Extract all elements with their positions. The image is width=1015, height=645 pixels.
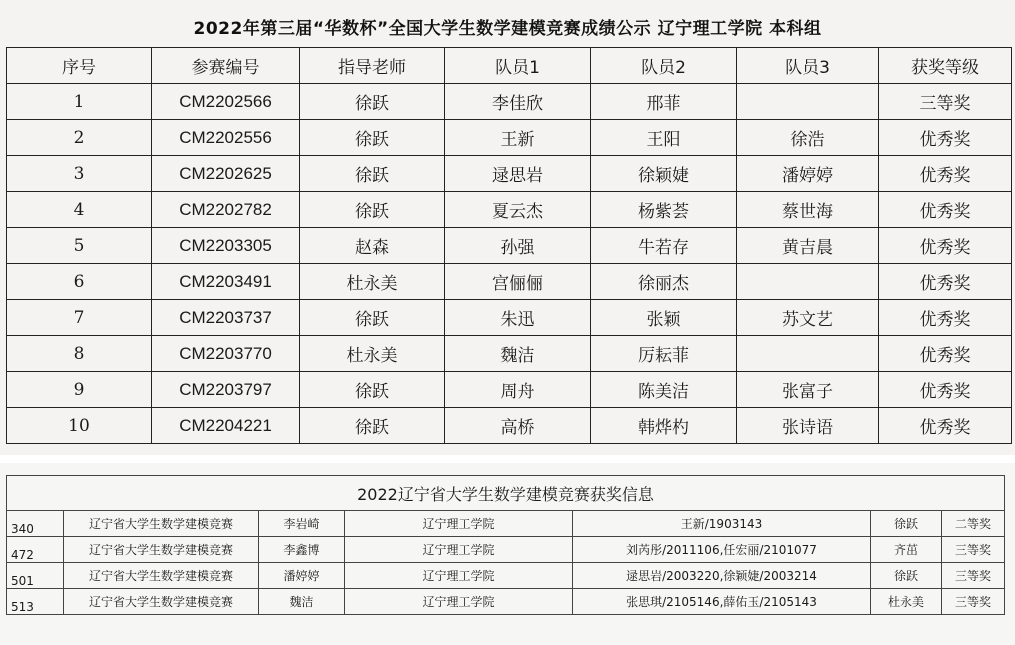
member-2: 张颖 — [591, 300, 737, 336]
page-separator — [0, 455, 1015, 463]
advisor: 徐跃 — [300, 192, 445, 228]
award-level: 三等奖 — [942, 589, 1005, 615]
table-row — [7, 156, 1012, 192]
award-level: 优秀奖 — [879, 192, 1012, 228]
entry-code: CM2202625 — [152, 156, 300, 192]
member-1: 高桥 — [445, 408, 591, 444]
team-members: 王新/1903143 — [573, 511, 871, 537]
record-number: 340 — [7, 511, 64, 537]
advisor: 杜永美 — [300, 336, 445, 372]
row-number: 6 — [7, 264, 152, 300]
table-row — [7, 563, 1005, 589]
table-row — [7, 537, 1005, 563]
award-level: 优秀奖 — [879, 120, 1012, 156]
competition-name: 辽宁省大学生数学建模竞赛 — [64, 511, 259, 537]
captain: 潘婷婷 — [259, 563, 345, 589]
competition-name: 辽宁省大学生数学建模竞赛 — [64, 589, 259, 615]
entry-code: CM2203491 — [152, 264, 300, 300]
award-level: 三等奖 — [942, 563, 1005, 589]
advisor: 杜永美 — [300, 264, 445, 300]
member-1: 王新 — [445, 120, 591, 156]
competition-name: 辽宁省大学生数学建模竞赛 — [64, 537, 259, 563]
member-1: 魏洁 — [445, 336, 591, 372]
entry-code: CM2203737 — [152, 300, 300, 336]
award-level: 优秀奖 — [879, 156, 1012, 192]
row-number: 1 — [7, 84, 152, 120]
member-1: 朱迅 — [445, 300, 591, 336]
advisor: 徐跃 — [300, 84, 445, 120]
award-level: 优秀奖 — [879, 372, 1012, 408]
member-3: 蔡世海 — [737, 192, 879, 228]
school: 辽宁理工学院 — [345, 563, 573, 589]
table-row — [7, 228, 1012, 264]
captain: 李鑫博 — [259, 537, 345, 563]
award-level: 三等奖 — [879, 84, 1012, 120]
member-2: 陈美洁 — [591, 372, 737, 408]
school: 辽宁理工学院 — [345, 537, 573, 563]
member-1: 周舟 — [445, 372, 591, 408]
table-row — [7, 120, 1012, 156]
entry-code: CM2204221 — [152, 408, 300, 444]
advisor: 齐茁 — [871, 537, 942, 563]
entry-code: CM2203770 — [152, 336, 300, 372]
entry-code: CM2203305 — [152, 228, 300, 264]
advisor: 徐跃 — [871, 563, 942, 589]
school: 辽宁理工学院 — [345, 589, 573, 615]
team-members: 张思琪/2105146,薛佑玉/2105143 — [573, 589, 871, 615]
member-2: 王阳 — [591, 120, 737, 156]
row-number: 3 — [7, 156, 152, 192]
table-title-row — [7, 476, 1005, 511]
award-level: 三等奖 — [942, 537, 1005, 563]
member-3 — [737, 84, 879, 120]
row-number: 9 — [7, 372, 152, 408]
record-number: 501 — [7, 563, 64, 589]
table-row — [7, 408, 1012, 444]
table-row — [7, 300, 1012, 336]
col-header: 指导老师 — [300, 48, 445, 84]
advisor: 杜永美 — [871, 589, 942, 615]
table-row — [7, 589, 1005, 615]
row-number: 5 — [7, 228, 152, 264]
table-row — [7, 264, 1012, 300]
table-row — [7, 372, 1012, 408]
member-2: 厉耘菲 — [591, 336, 737, 372]
member-3 — [737, 264, 879, 300]
member-1: 孙强 — [445, 228, 591, 264]
col-header: 队员3 — [737, 48, 879, 84]
col-header: 队员1 — [445, 48, 591, 84]
team-members: 刘芮彤/2011106,任宏丽/2101077 — [573, 537, 871, 563]
award-level: 二等奖 — [942, 511, 1005, 537]
advisor: 徐跃 — [871, 511, 942, 537]
award-level: 优秀奖 — [879, 300, 1012, 336]
member-3: 张诗语 — [737, 408, 879, 444]
advisor: 徐跃 — [300, 120, 445, 156]
record-number: 472 — [7, 537, 64, 563]
row-number: 2 — [7, 120, 152, 156]
member-3 — [737, 336, 879, 372]
advisor: 徐跃 — [300, 372, 445, 408]
member-3: 张富子 — [737, 372, 879, 408]
table-row — [7, 511, 1005, 537]
entry-code: CM2202782 — [152, 192, 300, 228]
member-2: 邢菲 — [591, 84, 737, 120]
table-header-row — [7, 48, 1012, 84]
captain: 李岩崎 — [259, 511, 345, 537]
member-1: 夏云杰 — [445, 192, 591, 228]
advisor: 赵森 — [300, 228, 445, 264]
entry-code: CM2202556 — [152, 120, 300, 156]
entry-code: CM2203797 — [152, 372, 300, 408]
col-header: 获奖等级 — [879, 48, 1012, 84]
school: 辽宁理工学院 — [345, 511, 573, 537]
col-header: 序号 — [7, 48, 152, 84]
captain: 魏洁 — [259, 589, 345, 615]
row-number: 7 — [7, 300, 152, 336]
results-table — [6, 47, 1012, 444]
member-1: 李佳欣 — [445, 84, 591, 120]
award-level: 优秀奖 — [879, 264, 1012, 300]
table-row — [7, 336, 1012, 372]
member-1: 宫俪俪 — [445, 264, 591, 300]
member-3: 潘婷婷 — [737, 156, 879, 192]
member-2: 牛若存 — [591, 228, 737, 264]
provincial-award-document — [0, 463, 1015, 645]
member-3: 苏文艺 — [737, 300, 879, 336]
table-row — [7, 192, 1012, 228]
document-title: 2022年第三届“华数杯”全国大学生数学建模竞赛成绩公示 辽宁理工学院 本科组 — [193, 19, 822, 39]
member-2: 徐丽杰 — [591, 264, 737, 300]
award-level: 优秀奖 — [879, 336, 1012, 372]
advisor: 徐跃 — [300, 300, 445, 336]
member-2: 徐颖婕 — [591, 156, 737, 192]
row-number: 8 — [7, 336, 152, 372]
table-title: 2022辽宁省大学生数学建模竞赛获奖信息 — [7, 476, 1005, 511]
row-number: 10 — [7, 408, 152, 444]
member-3: 徐浩 — [737, 120, 879, 156]
member-1: 逯思岩 — [445, 156, 591, 192]
award-level: 优秀奖 — [879, 228, 1012, 264]
member-3: 黄吉晨 — [737, 228, 879, 264]
entry-code: CM2202566 — [152, 84, 300, 120]
table-row — [7, 84, 1012, 120]
col-header: 队员2 — [591, 48, 737, 84]
record-number: 513 — [7, 589, 64, 615]
award-level: 优秀奖 — [879, 408, 1012, 444]
advisor: 徐跃 — [300, 156, 445, 192]
advisor: 徐跃 — [300, 408, 445, 444]
provincial-award-table — [6, 475, 1005, 615]
member-2: 杨紫荟 — [591, 192, 737, 228]
team-members: 逯思岩/2003220,徐颖婕/2003214 — [573, 563, 871, 589]
competition-name: 辽宁省大学生数学建模竞赛 — [64, 563, 259, 589]
row-number: 4 — [7, 192, 152, 228]
col-header: 参赛编号 — [152, 48, 300, 84]
member-2: 韩烨杓 — [591, 408, 737, 444]
